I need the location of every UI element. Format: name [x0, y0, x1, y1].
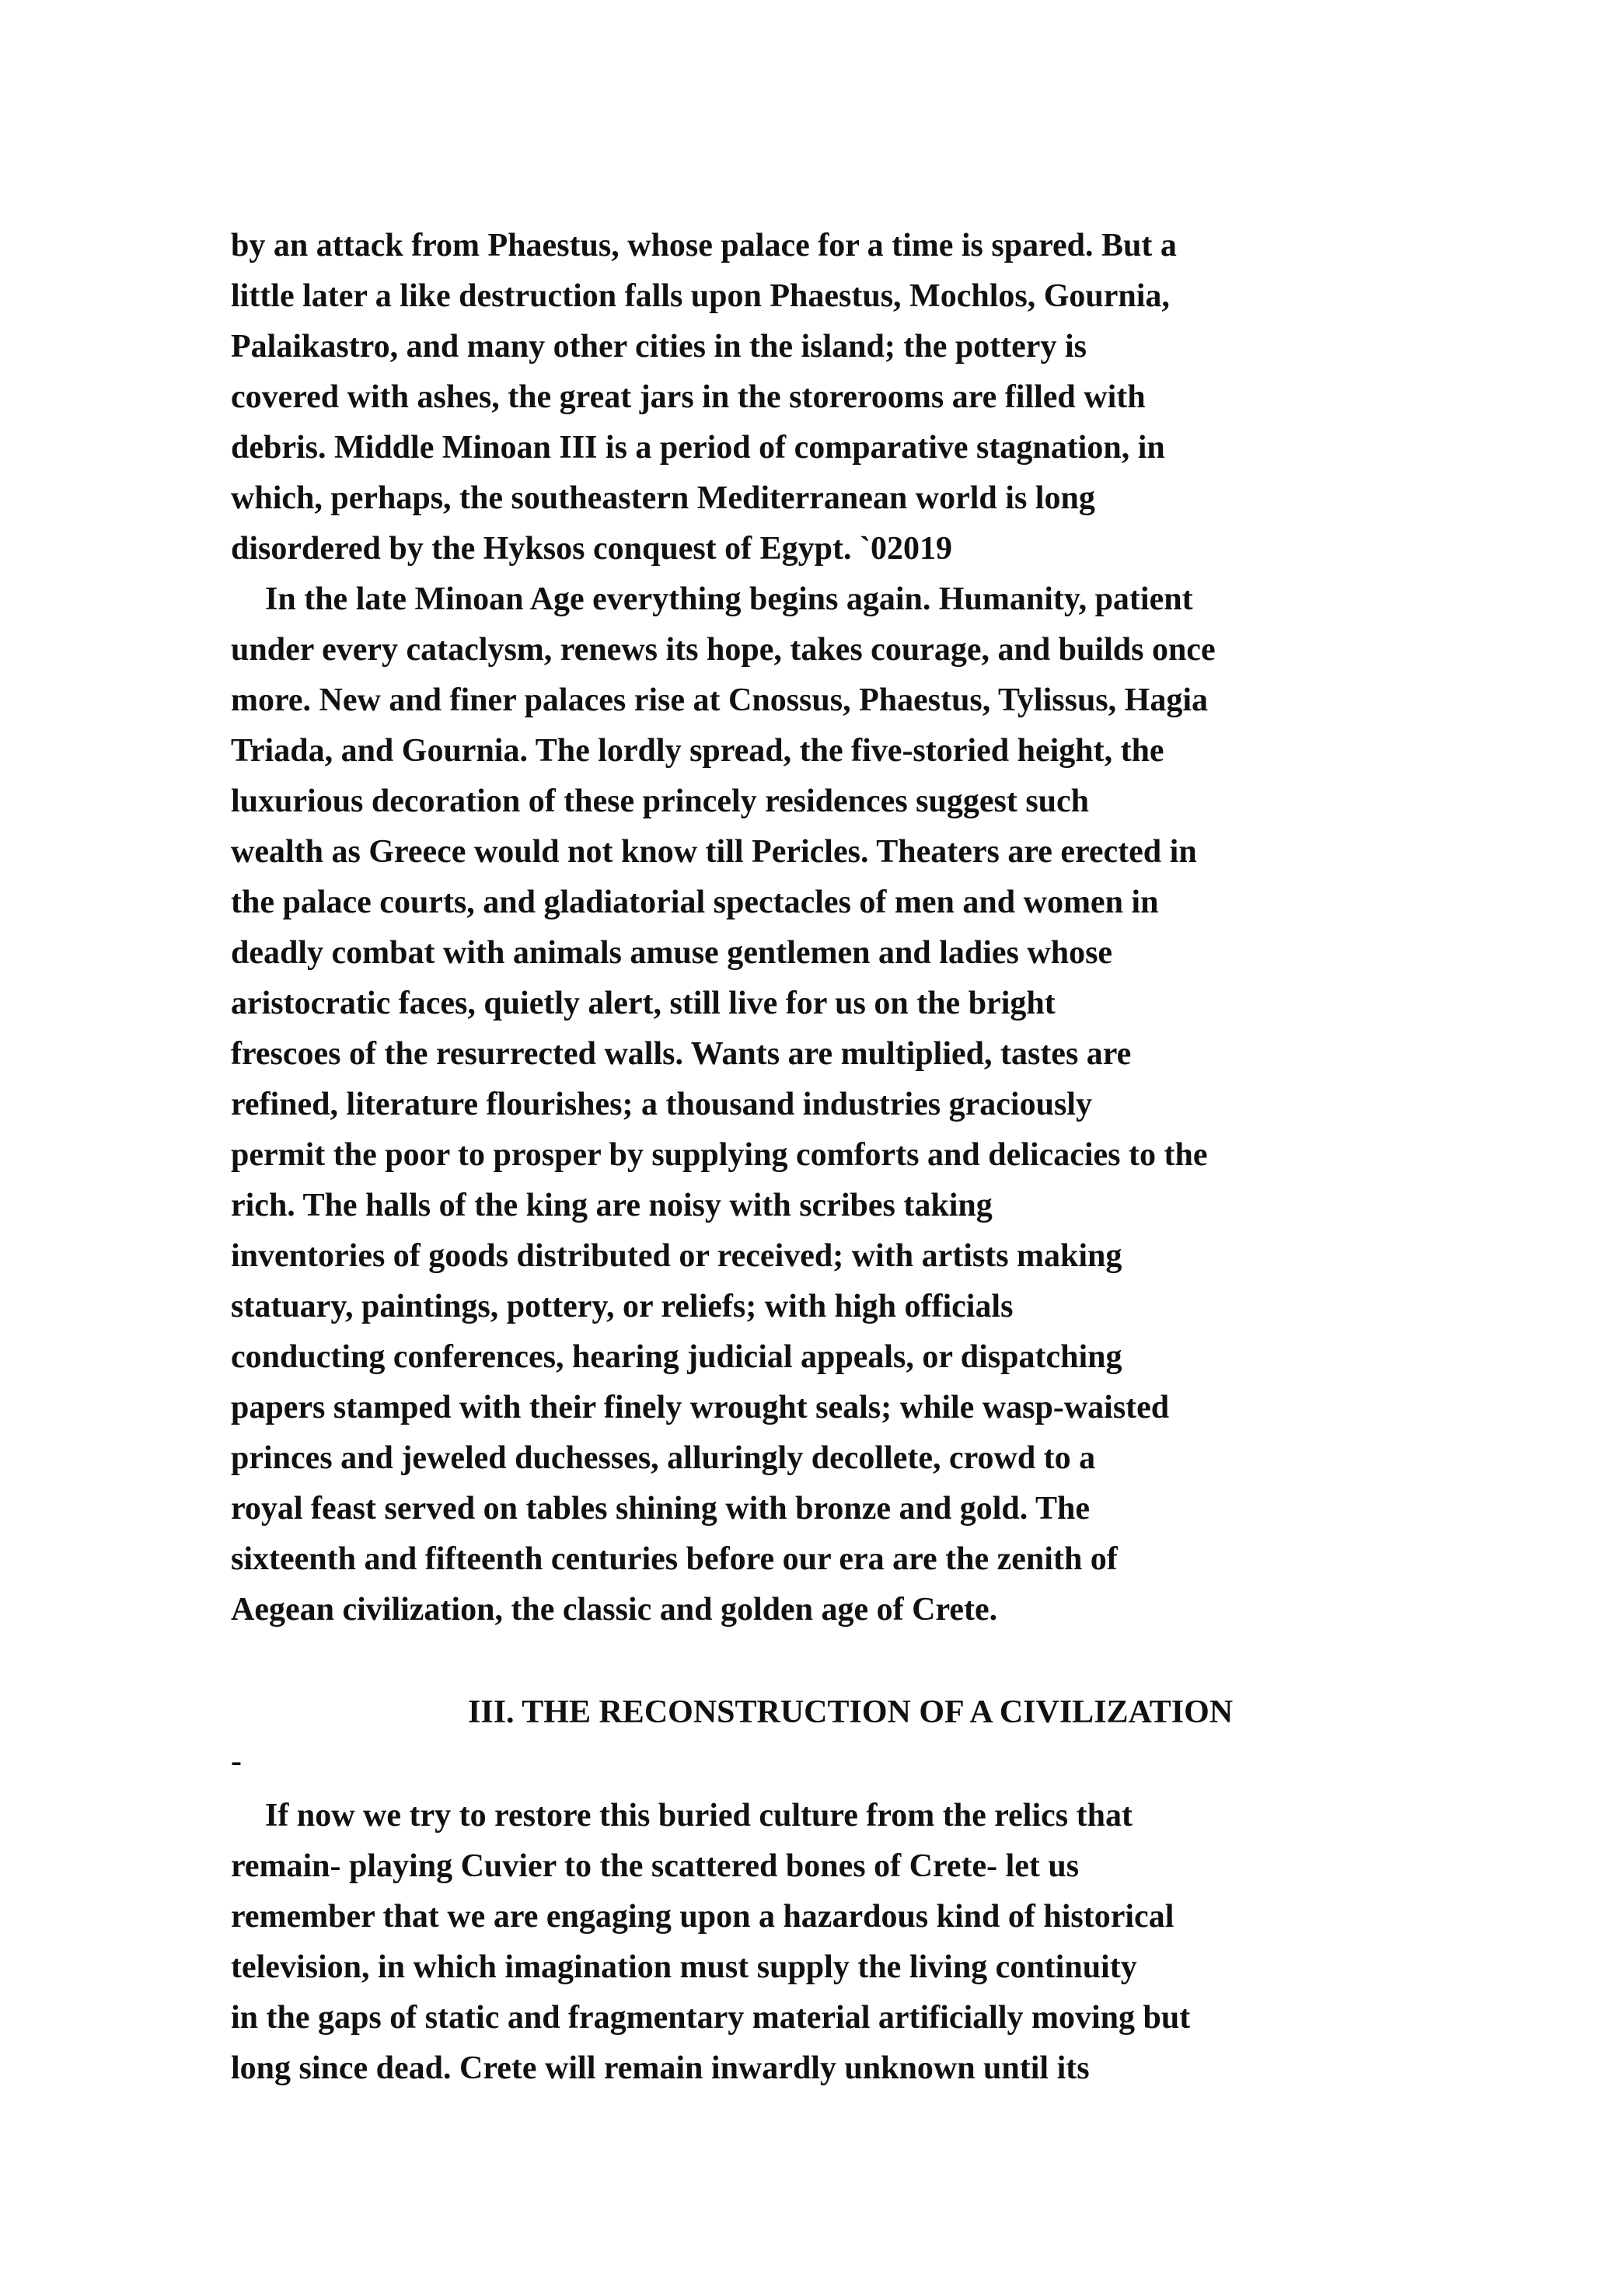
paragraph-line: royal feast served on tables shining with bronze and gold. The [231, 1491, 1090, 1527]
paragraph-line: In the late Minoan Age everything begins again. Humanity, patient [265, 581, 1193, 617]
paragraph-line: permit the poor to prosper by supplying comforts and delicacies to the [231, 1137, 1208, 1173]
paragraph-line: frescoes of the resurrected walls. Wants are multiplied, tastes are [231, 1036, 1132, 1072]
paragraph-line: princes and jeweled duchesses, alluringly decollete, crowd to a [231, 1440, 1096, 1476]
section-heading: III. THE RECONSTRUCTION OF A CIVILIZATION [468, 1694, 1234, 1730]
paragraph-line: statuary, paintings, pottery, or reliefs; with high officials [231, 1289, 1014, 1324]
paragraph-line: covered with ashes, the great jars in the storerooms are filled with [231, 379, 1146, 415]
paragraph-line: television, in which imagination must supply the living continuity [231, 1949, 1137, 1985]
paragraph-line: luxurious decoration of these princely residences suggest such [231, 783, 1090, 819]
paragraph-line: If now we try to restore this buried culture from the relics that [265, 1798, 1133, 1834]
paragraph-line: long since dead. Crete will remain inwardly unknown until its [231, 2050, 1090, 2086]
section-dash: - [231, 1743, 242, 1779]
paragraph-line: aristocratic faces, quietly alert, still live for us on the bright [231, 986, 1056, 1021]
paragraph-line: sixteenth and fifteenth centuries before our era are the zenith of [231, 1541, 1118, 1577]
paragraph-line: inventories of goods distributed or received; with artists making [231, 1238, 1122, 1274]
paragraph-line: wealth as Greece would not know till Pericles. Theaters are erected in [231, 834, 1197, 870]
paragraph-line: remain- playing Cuvier to the scattered bones of Crete- let us [231, 1848, 1080, 1884]
paragraph-line: remember that we are engaging upon a hazardous kind of historical [231, 1899, 1174, 1935]
paragraph-line: by an attack from Phaestus, whose palace for a time is spared. But a [231, 228, 1177, 263]
paragraph-line: the palace courts, and gladiatorial spectacles of men and women in [231, 885, 1159, 920]
paragraph-line: refined, literature flourishes; a thousand industries graciously [231, 1087, 1092, 1122]
paragraph-line: under every cataclysm, renews its hope, takes courage, and builds once [231, 632, 1216, 668]
paragraph-line: disordered by the Hyksos conquest of Egypt. `02019 [231, 531, 952, 567]
paragraph-line: rich. The halls of the king are noisy with scribes taking [231, 1188, 993, 1223]
paragraph-line: more. New and finer palaces rise at Cnossus, Phaestus, Tylissus, Hagia [231, 682, 1208, 718]
paragraph-line: conducting conferences, hearing judicial appeals, or dispatching [231, 1339, 1122, 1375]
paragraph-line: deadly combat with animals amuse gentlemen and ladies whose [231, 935, 1113, 971]
paragraph-line: in the gaps of static and fragmentary material artificially moving but [231, 2000, 1191, 2036]
paragraph-line: Palaikastro, and many other cities in the island; the pottery is [231, 329, 1087, 365]
paragraph-line: papers stamped with their finely wrought seals; while wasp-waisted [231, 1390, 1170, 1425]
paragraph-line: Aegean civilization, the classic and golden age of Crete. [231, 1592, 998, 1628]
paragraph-line: little later a like destruction falls upon Phaestus, Mochlos, Gournia, [231, 278, 1170, 314]
paragraph-line: which, perhaps, the southeastern Mediterranean world is long [231, 480, 1095, 516]
paragraph-line: debris. Middle Minoan III is a period of comparative stagnation, in [231, 430, 1165, 466]
paragraph-line: Triada, and Gournia. The lordly spread, the five-storied height, the [231, 733, 1164, 769]
